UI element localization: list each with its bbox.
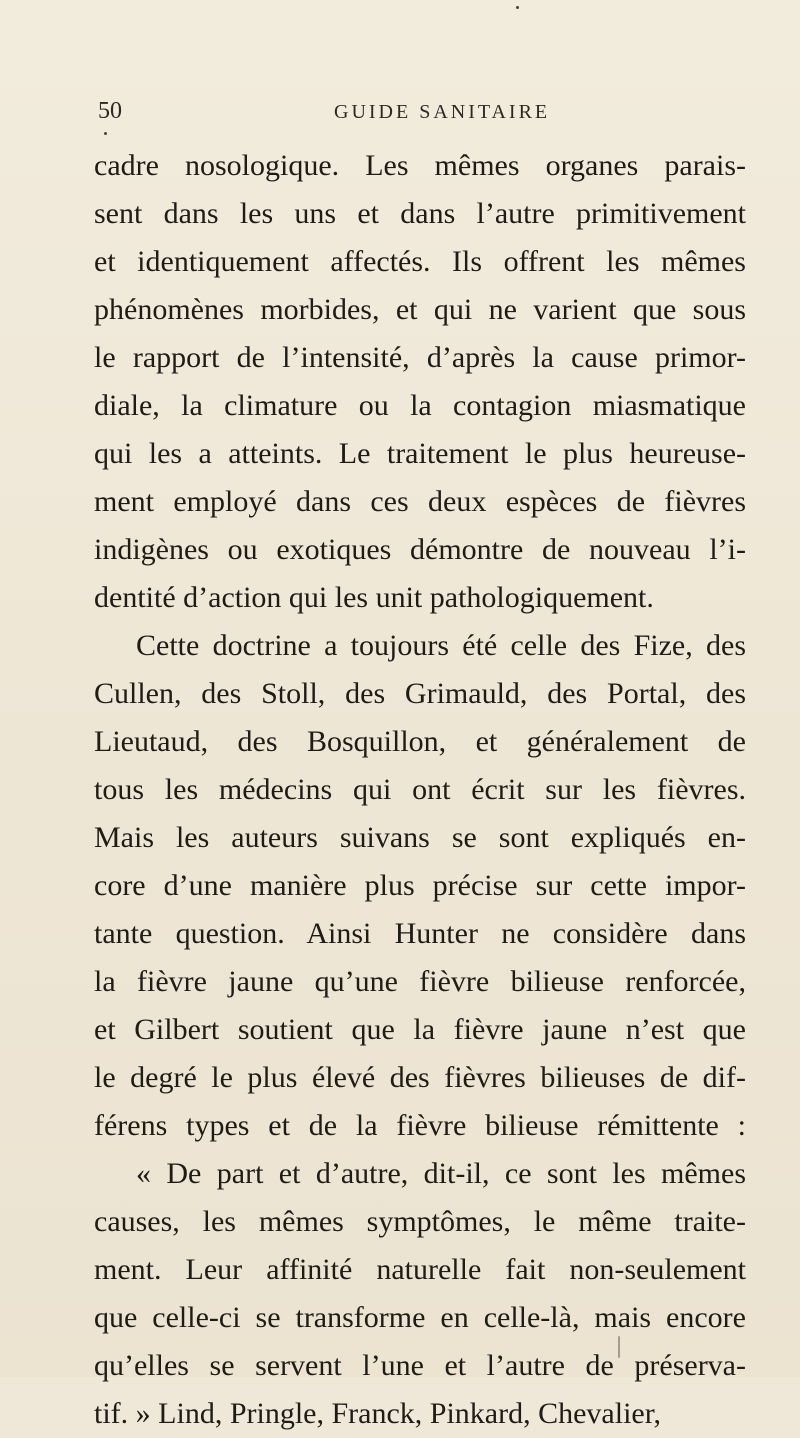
text-line: ment. Leur affinité naturelle fait non-seulement: [94, 1253, 746, 1286]
page-header: [98, 98, 738, 130]
ink-speck: [516, 6, 519, 9]
text-line: et identiquement affectés. Ils offrent les mêmes: [94, 245, 746, 278]
text-line: indigènes ou exotiques démontre de nouveau l’i-: [94, 533, 746, 566]
text-line: ment employé dans ces deux espèces de fièvres: [94, 485, 746, 518]
text-line: « De part et d’autre, dit-il, ce sont les mêmes: [136, 1157, 746, 1190]
text-line: sent dans les uns et dans l’autre primitivement: [94, 197, 746, 230]
page-number: 50: [98, 98, 122, 124]
ink-speck: [104, 132, 107, 135]
text-line: qui les a atteints. Le traitement le plus heureuse-: [94, 437, 746, 470]
text-line: le degré le plus élevé des fièvres bilieuses de dif-: [94, 1061, 746, 1094]
text-line: férens types et de la fièvre bilieuse rémittente :: [94, 1109, 746, 1142]
text-line: qu’elles se servent l’une et l’autre de préserva-: [94, 1349, 746, 1382]
text-line: cadre nosologique. Les mêmes organes parais-: [94, 149, 746, 182]
running-title: GUIDE SANITAIRE: [334, 101, 551, 123]
text-line: Cullen, des Stoll, des Grimauld, des Portal, des: [94, 677, 746, 710]
text-line: la fièvre jaune qu’une fièvre bilieuse renforcée,: [94, 965, 746, 998]
text-line: que celle-ci se transforme en celle-là, mais encore: [94, 1301, 746, 1334]
text-line: core d’une manière plus précise sur cette impor-: [94, 869, 746, 902]
text-line: causes, les mêmes symptômes, le même traite-: [94, 1205, 746, 1238]
text-line: Cette doctrine a toujours été celle des Fize, des: [136, 629, 746, 662]
text-line: le rapport de l’intensité, d’après la cause primor-: [94, 341, 746, 374]
text-line: tous les médecins qui ont écrit sur les fièvres.: [94, 773, 746, 806]
text-line: et Gilbert soutient que la fièvre jaune n’est que: [94, 1013, 746, 1046]
text-line: diale, la climature ou la contagion miasmatique: [94, 389, 746, 422]
text-line: Lieutaud, des Bosquillon, et généralement de: [94, 725, 746, 758]
text-line: Mais les auteurs suivans se sont expliqués en-: [94, 821, 746, 854]
text-line: tante question. Ainsi Hunter ne considère dans: [94, 917, 746, 950]
text-line: dentité d’action qui les unit pathologiquement.: [94, 581, 654, 614]
text-line: phénomènes morbides, et qui ne varient que sous: [94, 293, 746, 326]
body-text: [94, 142, 746, 1438]
ink-speck: [618, 1336, 620, 1358]
text-line: tif. » Lind, Pringle, Franck, Pinkard, Chevalier,: [94, 1397, 662, 1430]
